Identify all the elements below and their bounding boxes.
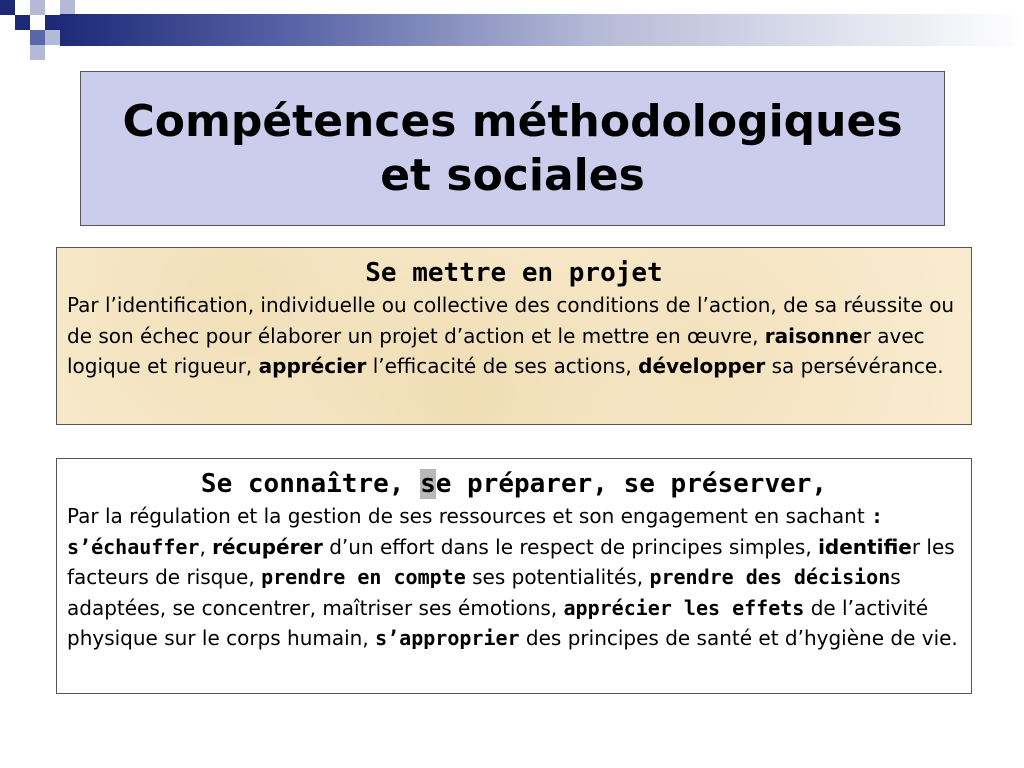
text-run: Par l’identification, individuelle ou collective des conditions de l’action, de sa réussite ou de son échec pour élaborer un projet d’action et le mettre en œuvre, (67, 293, 955, 348)
text-run: s adaptées, se concentrer, maîtriser ses émotions, (67, 565, 901, 620)
title-box (80, 71, 945, 226)
highlighted-letter: s (420, 469, 436, 499)
section-projet-text (67, 290, 961, 382)
title-line-1: Compétences méthodologiques (122, 95, 903, 147)
text-run: Par la régulation et la gestion de ses ressources et son engagement en sachant (67, 504, 872, 528)
section-connaitre-text (67, 501, 961, 654)
text-run: de l’activité physique sur le corps humain, (67, 595, 929, 650)
text-run: l’efficacité de ses actions, (366, 354, 639, 378)
section-projet (56, 247, 972, 425)
bold-run: s’approprier (375, 626, 520, 650)
corner-square-5 (30, 30, 45, 45)
text-run: d’un effort dans le respect de principes simples, (322, 534, 819, 559)
page-title (122, 95, 902, 203)
text-run: r avec logique et rigueur, (67, 323, 925, 378)
corner-square-2 (15, 15, 30, 30)
bold-run: développer (638, 354, 766, 378)
bold-run: prendre en compte (261, 565, 466, 589)
header-gradient-bar (60, 14, 1024, 46)
corner-square-1 (0, 0, 15, 15)
section-connaitre (56, 458, 972, 694)
bold-run: : s’échauffer (67, 504, 884, 559)
bold-run: apprécier (258, 354, 367, 378)
corner-square-4 (45, 15, 60, 30)
bold-run: apprécier les effets (563, 595, 805, 620)
heading-run: Se connaître, (200, 469, 421, 499)
bold-run: prendre des décision (649, 565, 891, 589)
bold-run: identifie (818, 534, 912, 559)
text-run: ses potentialités, (465, 565, 650, 589)
text-run: , (199, 534, 213, 559)
corner-square-3 (30, 0, 45, 15)
bold-run: raisonne (764, 323, 863, 348)
heading-run: e préparer, se préserver, (435, 469, 828, 499)
text-run: sa persévérance. (765, 354, 944, 378)
corner-square-8 (60, 0, 75, 14)
section-connaitre-heading (67, 467, 961, 501)
corner-square-6 (45, 30, 60, 45)
title-line-2: et sociales (380, 149, 645, 201)
bold-run: récupérer (212, 534, 323, 559)
text-run: r les facteurs de risque, (67, 534, 955, 589)
text-run: des principes de santé et d’hygiène de vie. (519, 626, 958, 650)
corner-square-7 (30, 45, 45, 60)
section-projet-heading: Se mettre en projet (365, 258, 663, 288)
